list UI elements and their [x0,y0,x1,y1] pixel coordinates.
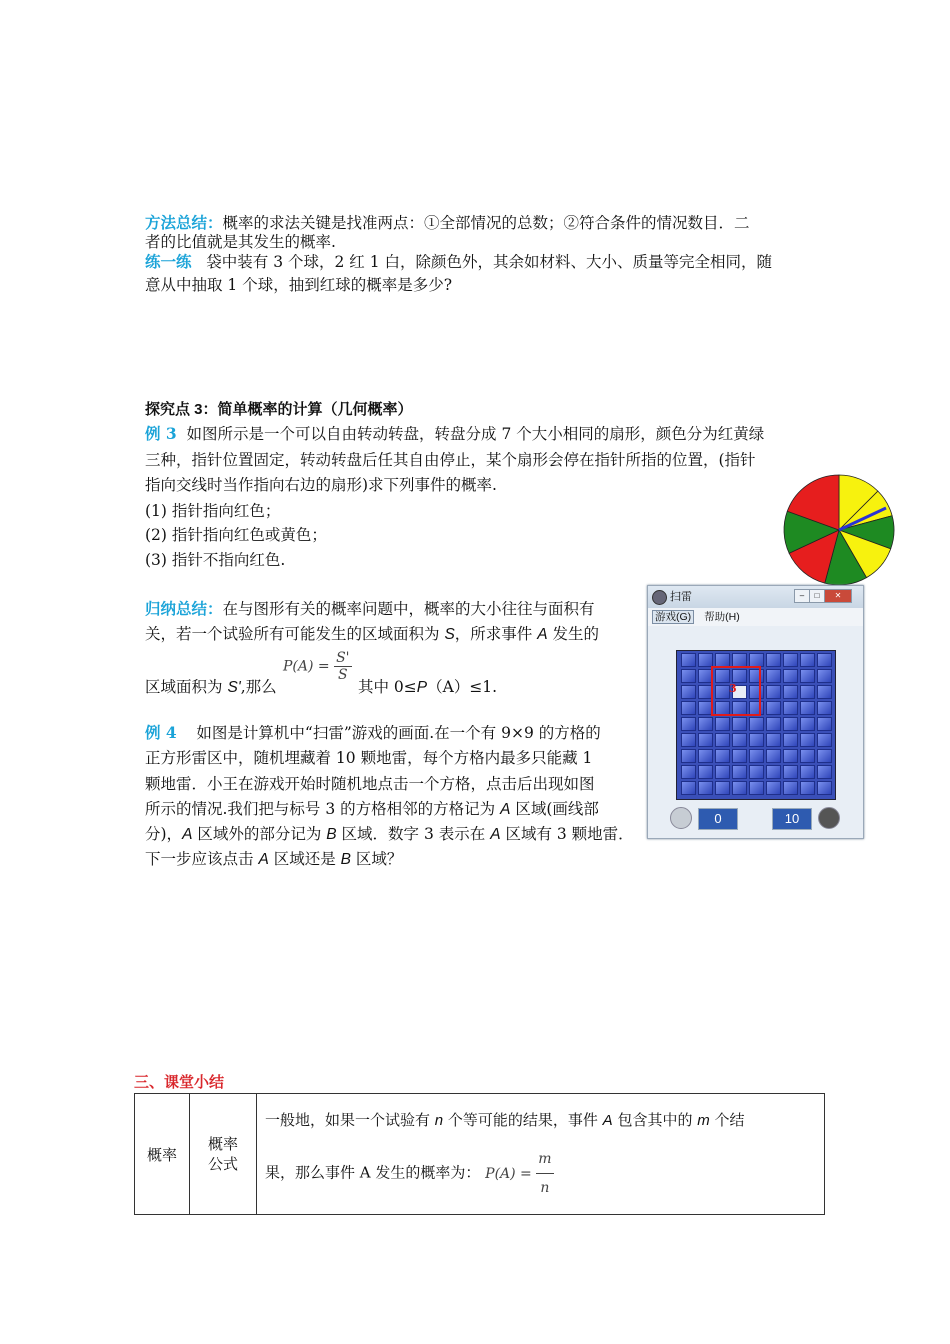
summary-text-c: 包含其中的 [612,1111,698,1129]
induction-text1: 在与图形有关的概率问题中，概率的大小往往与面积有 [222,600,595,618]
induction-A: A [537,626,548,643]
mine-cell[interactable] [766,717,781,731]
formula-den: S [338,667,348,683]
summary-text-line2-label: 果，那么事件 A 发生的概率为： [265,1163,481,1182]
cell-number: 3 [729,682,737,695]
summary-text-line1 [265,1106,816,1135]
mine-cell[interactable] [681,717,696,731]
summary-col1: 概率 [135,1094,190,1215]
close-button[interactable]: ✕ [824,589,852,603]
mine-cell[interactable] [817,749,832,763]
summary-text-a: 一般地，如果一个试验有 [265,1111,435,1129]
example3-line2: 三种，指针位置固定，转动转盘后任其自由停止，某个扇形会停在指针所指的位置，(指针 [145,451,756,469]
mine-cell[interactable] [681,781,696,795]
mine-cell[interactable] [749,733,764,747]
minesweeper-menubar [648,608,863,626]
mine-cell[interactable] [783,781,798,795]
summary-text-line2 [265,1145,816,1202]
example4-text5a: 分)， [145,825,183,843]
mine-cell[interactable] [783,765,798,779]
example4-text1: 如图是计算机中“扫雷”游戏的画面.在一个有 9×9 的方格的 [196,724,601,742]
example4-text5d: 区域有 3 颗地雷． [500,825,634,843]
mine-cell[interactable] [715,765,730,779]
mine-cell[interactable] [749,653,764,667]
induction-S: S [444,626,455,643]
mine-cell[interactable] [783,669,798,683]
example4-line5 [145,823,634,846]
section3-title: 探究点 3：简单概率的计算（几何概率） [145,401,413,418]
example4-line1 [145,722,601,744]
summary-col2-line1: 概率 [207,1135,238,1153]
mine-cell[interactable] [817,765,832,779]
mine-cell[interactable] [800,749,815,763]
example3-label: 例 3 [145,424,177,443]
formula-fraction [334,650,351,683]
mine-cell[interactable] [715,653,730,667]
mine-cell[interactable] [766,781,781,795]
mine-cell[interactable] [783,653,798,667]
mine-cell[interactable] [681,653,696,667]
formula-num: S' [336,650,350,666]
mine-cell[interactable] [766,669,781,683]
mine-cell[interactable] [715,781,730,795]
mine-cell[interactable] [766,749,781,763]
example4-line6 [145,848,402,871]
practice-text: 袋中装有 3 个球，2 红 1 白，除颜色外，其余如材料、大小、质量等完全相同，随 [206,253,773,271]
mine-cell[interactable] [817,669,832,683]
mine-cell[interactable] [732,749,747,763]
example3-text1: 如图所示是一个可以自由转动转盘，转盘分成 7 个大小相同的扇形，颜色分为红黄绿 [186,425,765,443]
mine-cell[interactable] [800,669,815,683]
method-summary-label: 方法总结： [145,213,223,232]
mine-cell[interactable] [800,781,815,795]
summary-m: m [697,1112,710,1129]
example4-text4a: 所示的情况.我们把与标号 3 的方格相邻的方格记为 [145,800,501,818]
induction-P: P [416,679,428,696]
induction-line2 [145,623,599,646]
induction-text3b: ,那么 [240,678,277,696]
summary-formula [485,1151,553,1196]
mine-cell[interactable] [800,765,815,779]
method-summary-line2: 者的比值就是其发生的概率. [145,233,336,251]
mine-cell[interactable] [698,717,713,731]
example4-A1: A [500,801,511,818]
summary-formula-den: n [540,1180,550,1196]
example4-line4 [145,798,599,821]
mine-cell[interactable] [681,749,696,763]
mine-cell[interactable] [749,765,764,779]
example4-text4b: 区域(画线部 [510,800,599,818]
example3-line3: 指向交线时当作指向右边的扇形)求下列事件的概率. [145,476,497,494]
example4-A4: A [258,851,269,868]
example3-q3: (3) 指针不指向红色. [145,551,286,569]
menu-help[interactable]: 帮助(H) [704,611,740,623]
mine-cell[interactable] [800,717,815,731]
mine-cell[interactable] [681,765,696,779]
example4-text6c: 区域？ [350,850,403,868]
summary-formula-fraction [536,1145,553,1202]
mine-cell[interactable] [783,701,798,715]
mine-cell[interactable] [817,717,832,731]
mine-cell[interactable] [766,685,781,699]
mine-cell[interactable] [783,717,798,731]
summary-table [134,1093,825,1215]
mine-cell[interactable] [817,781,832,795]
mine-cell[interactable] [749,781,764,795]
mine-cell[interactable] [817,653,832,667]
formula-lhs: P(A) = [283,658,330,675]
mine-cell[interactable] [732,653,747,667]
mine-cell[interactable] [715,717,730,731]
induction-formula [283,650,352,683]
example4-label: 例 4 [145,723,177,742]
summary-formula-lhs: P(A) = [485,1165,532,1182]
mine-cell[interactable] [800,685,815,699]
induction-text3d: （A）≤1. [427,678,498,696]
induction-label: 归纳总结： [145,599,223,618]
mine-cell[interactable] [783,685,798,699]
mine-cell[interactable] [681,685,696,699]
mine-cell[interactable] [766,733,781,747]
minesweeper-titlebar [648,586,863,608]
mine-cell[interactable] [732,781,747,795]
clock-icon [670,807,692,829]
minefield[interactable] [676,650,836,800]
summary-section-title: 三、课堂小结 [134,1074,225,1091]
mine-cell[interactable] [732,733,747,747]
mine-cell[interactable] [698,781,713,795]
summary-formula-num: m [536,1145,553,1174]
example4-line2: 正方形雷区中，随机埋藏着 10 颗地雷，每个方格内最多只能藏 1 [145,749,593,767]
minesweeper-app-icon [652,590,667,605]
mine-cell[interactable] [817,733,832,747]
induction-text2a: 关，若一个试验所有可能发生的区域面积为 [145,625,445,643]
summary-col2-line2: 公式 [207,1155,238,1173]
example4-text6a: 下一步应该点击 [145,850,259,868]
method-summary-text: 概率的求法关键是找准两点：①全部情况的总数；②符合条件的情况数目．二 [222,214,750,232]
practice-line2: 意从中抽取 1 个球，抽到红球的概率是多少? [145,276,453,294]
induction-line3-tail [358,676,497,699]
example3-line1 [145,423,764,445]
mine-cell[interactable] [766,653,781,667]
mine-cell[interactable] [800,653,815,667]
mine-cell[interactable] [783,733,798,747]
induction-Sprime: S' [227,679,241,696]
mine-cell[interactable] [749,749,764,763]
mine-cell[interactable] [698,765,713,779]
induction-text3c: 其中 0≤ [358,678,417,696]
minesweeper-title: 扫雷 [670,591,692,603]
mine-cell[interactable] [698,733,713,747]
example4-text6b: 区域还是 [268,850,341,868]
summary-text-d: 个结 [709,1111,745,1129]
example4-B2: B [340,851,351,868]
minesweeper-window [647,585,864,839]
mine-cell[interactable] [749,717,764,731]
induction-line1 [145,598,595,620]
summary-col3 [257,1094,825,1215]
induction-text3a: 区域面积为 [145,678,228,696]
mine-counter: 10 [772,808,812,830]
mine-cell[interactable] [783,749,798,763]
maximize-button[interactable]: □ [809,589,825,603]
menu-game[interactable]: 游戏(G) [652,610,694,624]
example3-q1: (1) 指针指向红色； [145,502,281,520]
induction-text2c: 发生的 [547,625,599,643]
mine-cell[interactable] [766,701,781,715]
example4-text5b: 区域外的部分记为 [192,825,327,843]
mine-cell[interactable] [817,685,832,699]
summary-text-b: 个等可能的结果，事件 [443,1111,603,1129]
induction-line3 [145,676,277,699]
summary-n: n [434,1112,444,1129]
minimize-button[interactable]: – [794,589,810,603]
induction-text2b: ，所求事件 [454,625,538,643]
spinner-wheel [782,473,896,587]
mine-cell[interactable] [698,749,713,763]
example4-A3: A [490,826,501,843]
summary-A: A [602,1112,613,1129]
mine-cell[interactable] [715,749,730,763]
example4-B1: B [326,826,337,843]
example4-text5c: 区域．数字 3 表示在 [336,825,491,843]
mine-cell[interactable] [732,765,747,779]
example4-line3: 颗地雷．小王在游戏开始时随机地点击一个方格，点击后出现如图 [145,775,595,793]
mine-cell[interactable] [681,733,696,747]
example4-A2: A [182,826,193,843]
practice-label: 练一练 [145,252,192,271]
mine-cell[interactable] [800,733,815,747]
mine-cell[interactable] [681,669,696,683]
mine-cell[interactable] [766,765,781,779]
practice-line1 [145,251,772,273]
mine-cell[interactable] [800,701,815,715]
mine-cell[interactable] [715,733,730,747]
summary-col2 [190,1094,257,1215]
mine-icon [818,807,840,829]
mine-cell[interactable] [732,717,747,731]
time-counter: 0 [698,808,738,830]
mine-cell[interactable] [681,701,696,715]
mine-cell[interactable] [817,701,832,715]
mine-cell[interactable] [698,653,713,667]
example3-q2: (2) 指针指向红色或黄色； [145,526,327,544]
